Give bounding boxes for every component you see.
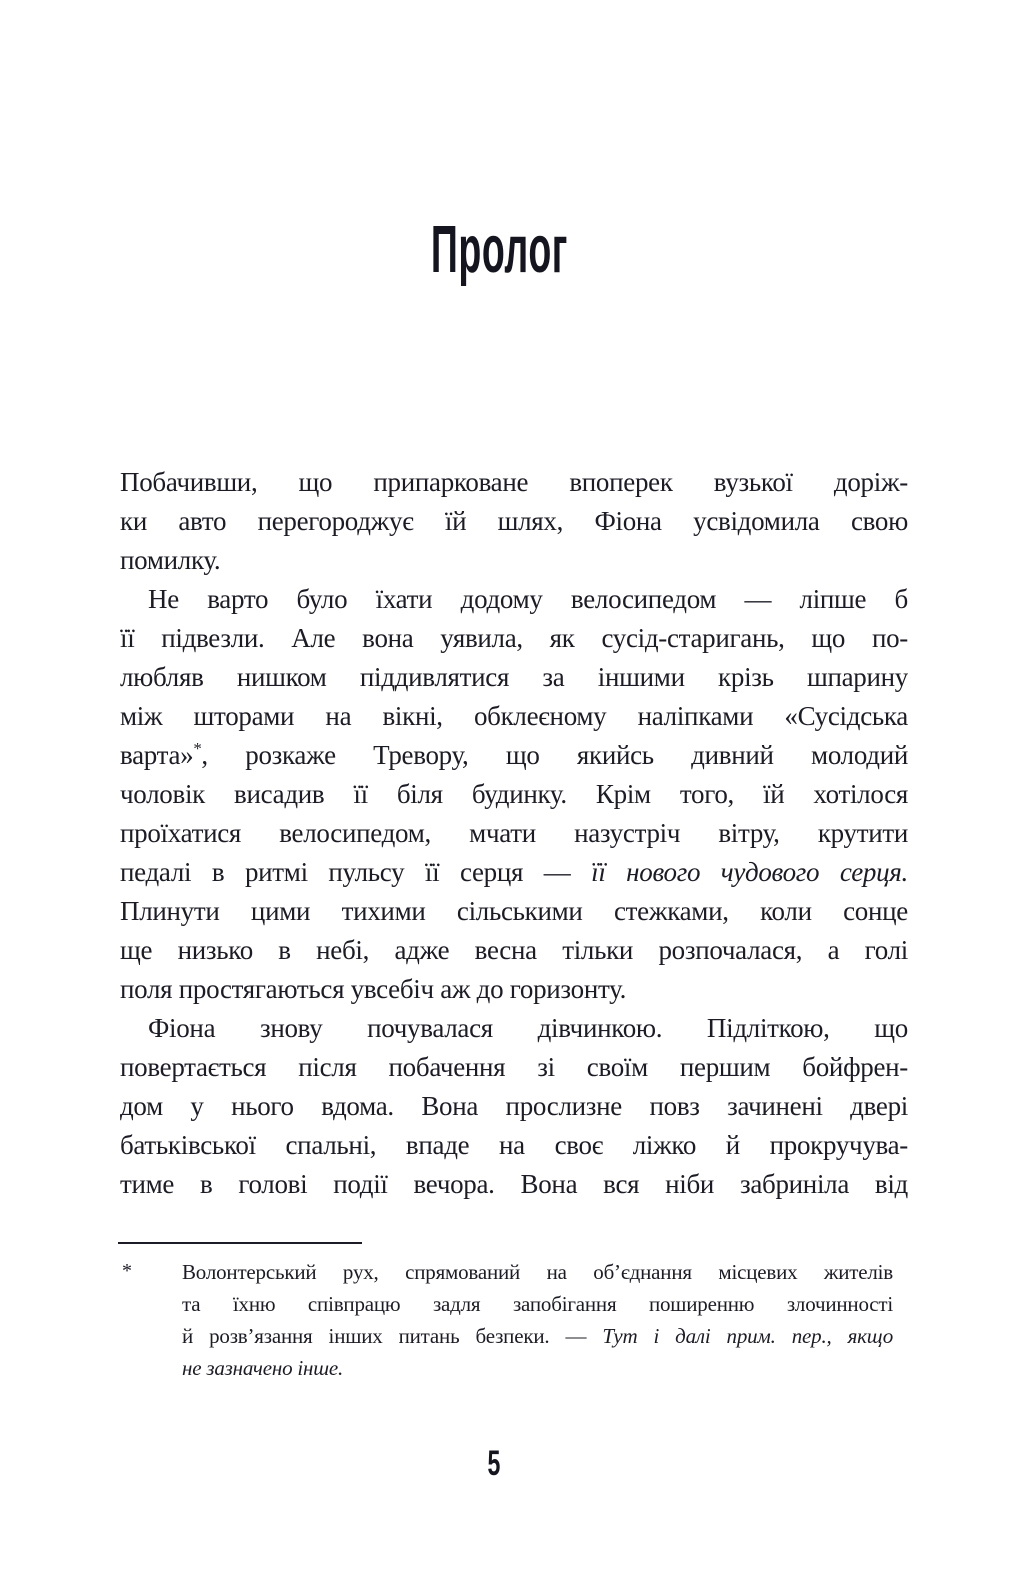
text-line: поля простягаються увсебіч аж до горизонту. [120,974,627,1004]
footnote [182,1256,893,1384]
text-segment: педалі в ритмі пульсу її серця — [120,857,592,887]
footnote-line: Волонтерський рух, спрямований на об’єднання місцевих жителів [182,1260,893,1284]
text-line: любляв нишком піддивлятися за іншими крізь шпарину [120,662,908,692]
text-line: Побачивши, що припарковане впоперек вузької доріж- [120,467,908,497]
paragraph-1 [120,463,908,580]
text-line: дом у нього вдома. Вона прослизне повз зачинені двері [120,1091,908,1121]
footnote-line: не зазначено інше. [182,1356,344,1380]
text-line: батьківської спальні, впаде на своє ліжко й прокручува- [120,1130,908,1160]
text-segment: й розв’язання інших питань безпеки. — [182,1324,603,1348]
chapter-title [0,212,998,287]
text-line-with-italic [120,853,908,892]
chapter-title-text: Пролог [430,212,568,287]
text-segment: варта» [120,740,194,770]
text-line: проїхатися велосипедом, мчати назустріч вітру, крутити [120,818,908,848]
text-line: Не варто було їхати додому велосипедом — ліпше б [148,584,908,614]
text-line: її підвезли. Але вона уявила, як сусід-старигань, що по- [120,623,908,653]
footnote-line-with-italic [182,1320,893,1352]
italic-text-segment: її нового чудового серця. [591,857,908,887]
footnote-reference-marker: * [193,739,202,758]
text-segment: , розкаже Тревору, що якийсь дивний молодий [201,740,908,770]
text-line: між шторами на вікні, обклеєному наліпками «Сусідська [120,701,908,731]
text-line: ще низько в небі, адже весна тільки розпочалася, а голі [120,935,908,965]
text-line: чоловік висадив її біля будинку. Крім того, їй хотілося [120,779,908,809]
text-line: ки авто перегороджує їй шлях, Фіона усвідомила свою [120,506,908,536]
page-number [0,1446,988,1481]
text-line: помилку. [120,545,221,575]
text-line: Плинути цими тихими сільськими стежками, коли сонце [120,896,908,926]
paragraph-3 [120,1009,908,1204]
body-text [120,463,908,1204]
footnote-line: та їхню співпрацю задля запобігання поширенню злочинності [182,1292,893,1316]
text-line: повертається після побачення зі своїм першим бойфрен- [120,1052,908,1082]
paragraph-2 [120,580,908,1009]
text-line: тиме в голові події вечора. Вона вся ніби забриніла від [120,1169,908,1199]
italic-text-segment: Тут і далі прим. пер., якщо [602,1324,893,1348]
text-line: Фіона знову почувалася дівчинкою. Підліткою, що [148,1013,908,1043]
text-line-with-footnote-ref [120,736,908,775]
footnote-marker: * [122,1260,132,1282]
footnote-separator-rule [118,1242,362,1244]
page-number-text: 5 [487,1444,501,1483]
